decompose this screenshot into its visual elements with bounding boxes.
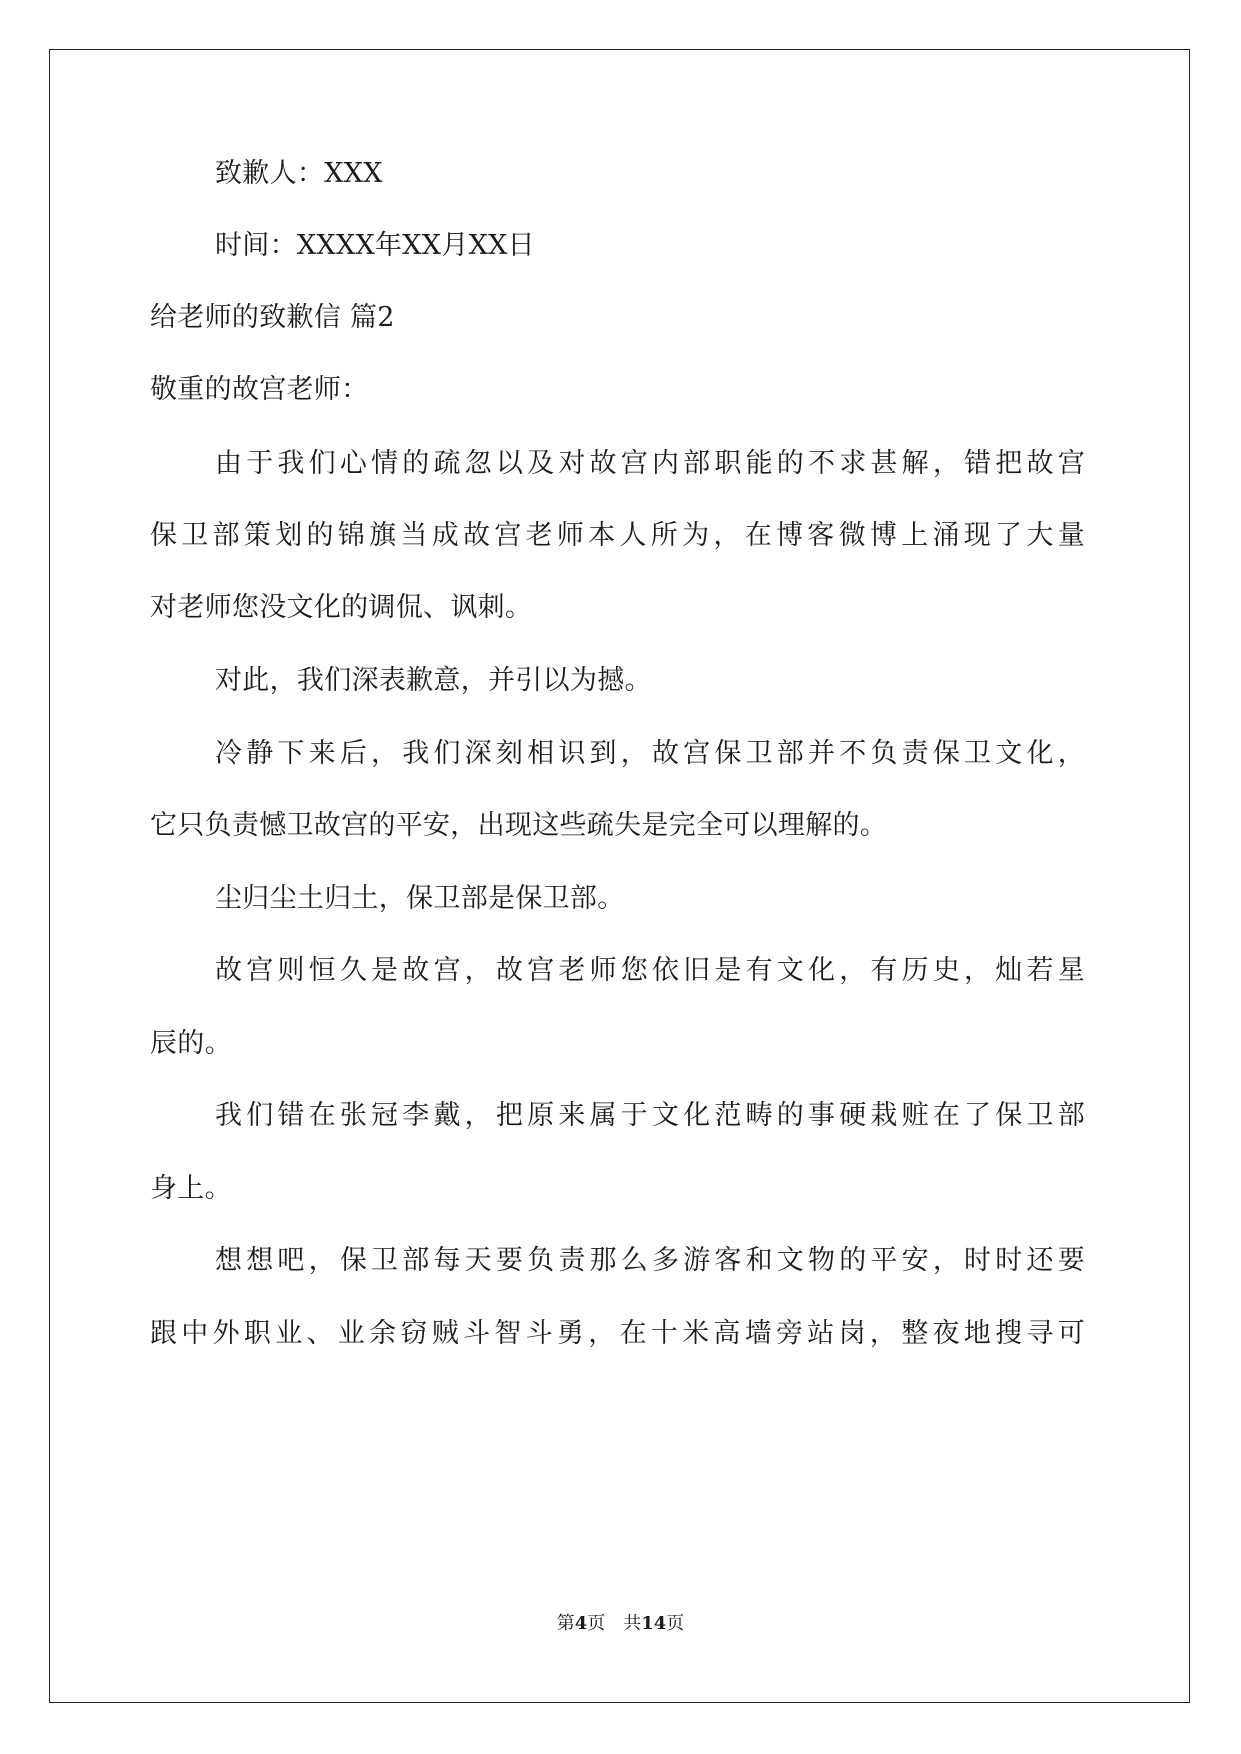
paragraph-line: 它只负责憾卫故宫的平安，出现这些疏失是完全可以理解的。: [150, 810, 888, 841]
section-heading: 给老师的致歉信 篇2: [150, 302, 395, 333]
page-border: [49, 49, 1190, 1703]
paragraph-line: 对老师您没文化的调侃、讽刺。: [150, 592, 533, 623]
footer-middle: 页 共: [587, 1613, 642, 1634]
paragraph-line: 尘归尘土归土，保卫部是保卫部。: [215, 883, 625, 914]
footer-suffix: 页: [666, 1613, 685, 1634]
footer-prefix: 第: [556, 1613, 575, 1634]
paragraph-line: 冷静下来后，我们深刻相识到，故宫保卫部并不负责保卫文化，: [215, 738, 1085, 769]
signature-line: 致歉人：XXX: [215, 158, 383, 189]
paragraph-line: 辰的。: [150, 1028, 232, 1059]
paragraph-line: 由于我们心情的疏忽以及对故宫内部职能的不求甚解，错把故宫: [215, 448, 1085, 479]
total-pages-number: 14: [641, 1613, 667, 1634]
paragraph-line: 想想吧，保卫部每天要负责那么多游客和文物的平安，时时还要: [215, 1245, 1085, 1276]
paragraph-line: 故宫则恒久是故宫，故宫老师您依旧是有文化，有历史，灿若星: [215, 955, 1085, 986]
paragraph-line: 我们错在张冠李戴，把原来属于文化范畴的事硬栽赃在了保卫部: [215, 1100, 1085, 1131]
paragraph-line: 身上。: [150, 1173, 232, 1204]
date-line: 时间：XXXX年XX月XX日: [215, 230, 535, 261]
paragraph-line: 对此，我们深表歉意，并引以为撼。: [215, 665, 652, 696]
paragraph-line: 保卫部策划的锦旗当成故宫老师本人所为，在博客微博上涌现了大量: [150, 520, 1085, 551]
current-page-number: 4: [574, 1613, 588, 1634]
page-footer: [0, 1612, 1241, 1636]
paragraph-line: 跟中外职业、业余窃贼斗智斗勇，在十米高墙旁站岗，整夜地搜寻可: [150, 1318, 1085, 1349]
salutation: 敬重的故宫老师：: [150, 374, 369, 405]
